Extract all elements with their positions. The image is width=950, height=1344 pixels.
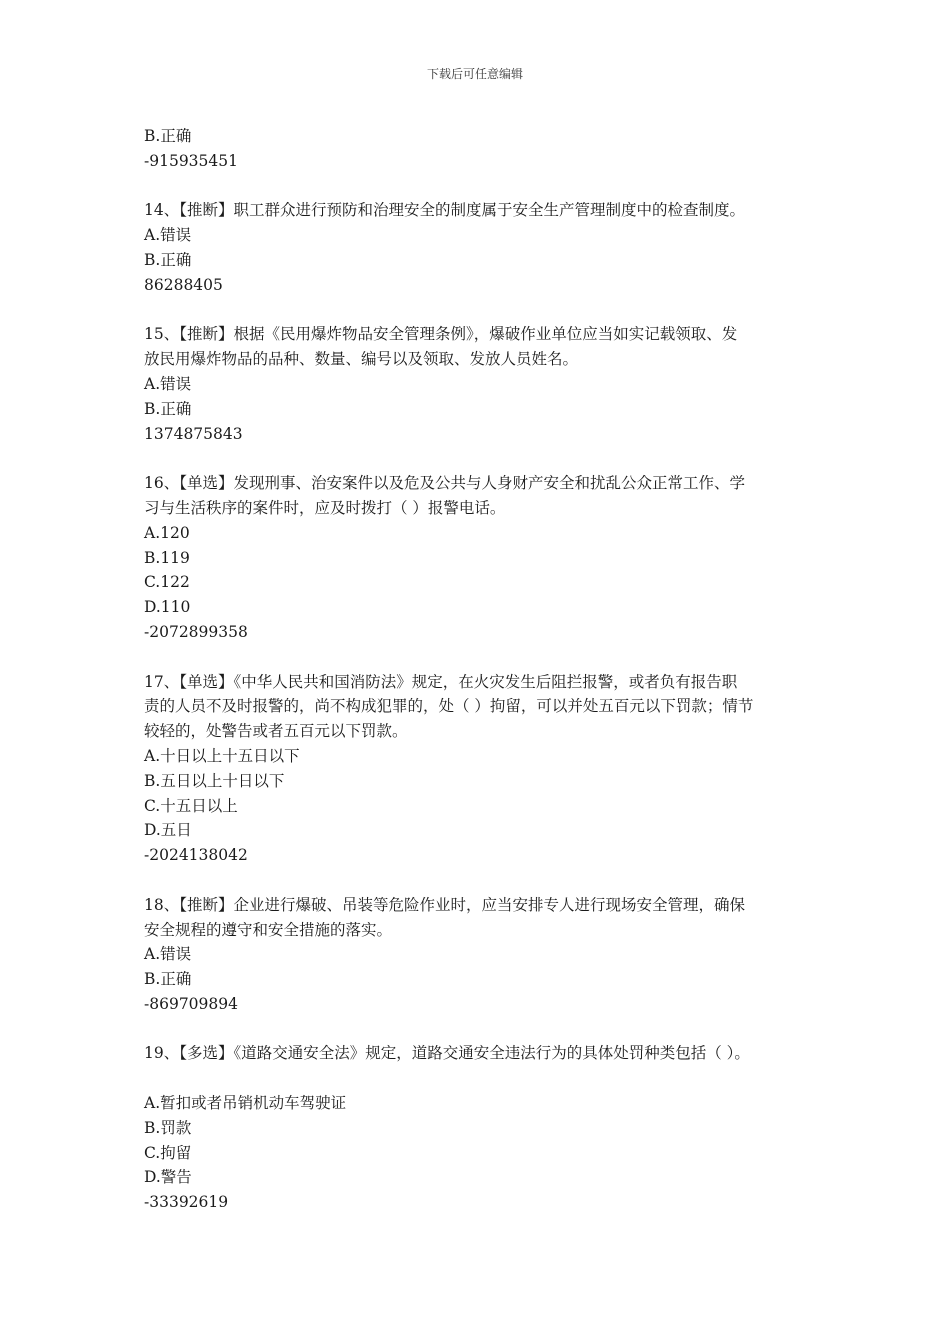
question-text: 17、【单选】《中华人民共和国消防法》规定，在火灾发生后阻拦报警，或者负有报告职 (144, 672, 738, 691)
question-14 (144, 198, 816, 297)
option-b: B.正确 (144, 399, 192, 418)
document-body (144, 124, 816, 1240)
option-d: D.110 (144, 598, 191, 617)
option-d: D.五日 (144, 821, 192, 840)
option-a: A.暂扣或者吊销机动车驾驶证 (144, 1094, 347, 1113)
question-code: -33392619 (144, 1193, 229, 1212)
question-text: 16、【单选】发现刑事、治安案件以及危及公共与人身财产安全和扰乱公众正常工作、学 (144, 474, 745, 493)
question-text: 较轻的，处警告或者五百元以下罚款。 (144, 722, 408, 741)
option-c: C.拘留 (144, 1143, 192, 1162)
question-text: 责的人员不及时报警的，尚不构成犯罪的，处（ ）拘留，可以并处五百元以下罚款；情节 (144, 697, 754, 716)
option-b: B.罚款 (144, 1118, 192, 1137)
option: B.正确 (144, 127, 192, 145)
option-c: C.十五日以上 (144, 796, 238, 815)
question-code: -915935451 (144, 151, 238, 170)
question-code: 86288405 (144, 275, 223, 294)
option-a: A.120 (144, 523, 190, 542)
question-text: 14、【推断】职工群众进行预防和治理安全的制度属于安全生产管理制度中的检查制度。 (144, 201, 745, 220)
option-b: B.五日以上十日以下 (144, 771, 285, 790)
option-c: C.122 (144, 573, 190, 592)
question-text: 15、【推断】根据《民用爆炸物品安全管理条例》，爆破作业单位应当如实记载领取、发 (144, 325, 738, 344)
question-code: -869709894 (144, 994, 238, 1013)
question-code: -2072899358 (144, 622, 248, 641)
question-text: 19、【多选】《道路交通安全法》规定，道路交通安全违法行为的具体处罚种类包括（ ）。 (144, 1044, 750, 1063)
question-15 (144, 322, 816, 446)
question-text: 18、【推断】企业进行爆破、吊装等危险作业时，应当安排专人进行现场安全管理，确保 (144, 895, 745, 914)
option-a: A.错误 (144, 226, 192, 245)
option-a: A.错误 (144, 374, 192, 393)
question-19 (144, 1041, 816, 1215)
question-text: 习与生活秩序的案件时，应及时拨打（ ）报警电话。 (144, 498, 506, 517)
option-a: A.错误 (144, 945, 192, 964)
page-header: 下载后可任意编辑 (426, 67, 523, 81)
question-code: 1374875843 (144, 424, 243, 443)
option-b: B.119 (144, 548, 190, 567)
question-13-tail (144, 124, 816, 174)
question-18 (144, 893, 816, 1017)
spacer (144, 1066, 816, 1091)
option-a: A.十日以上十五日以下 (144, 746, 300, 765)
question-16 (144, 471, 816, 645)
option-b: B.正确 (144, 970, 192, 989)
question-text: 安全规程的遵守和安全措施的落实。 (144, 920, 393, 939)
option-d: D.警告 (144, 1168, 192, 1187)
question-text: 放民用爆炸物品的品种、数量、编号以及领取、发放人员姓名。 (144, 350, 579, 369)
question-code: -2024138042 (144, 846, 248, 865)
question-17 (144, 670, 816, 868)
option-b: B.正确 (144, 250, 192, 269)
